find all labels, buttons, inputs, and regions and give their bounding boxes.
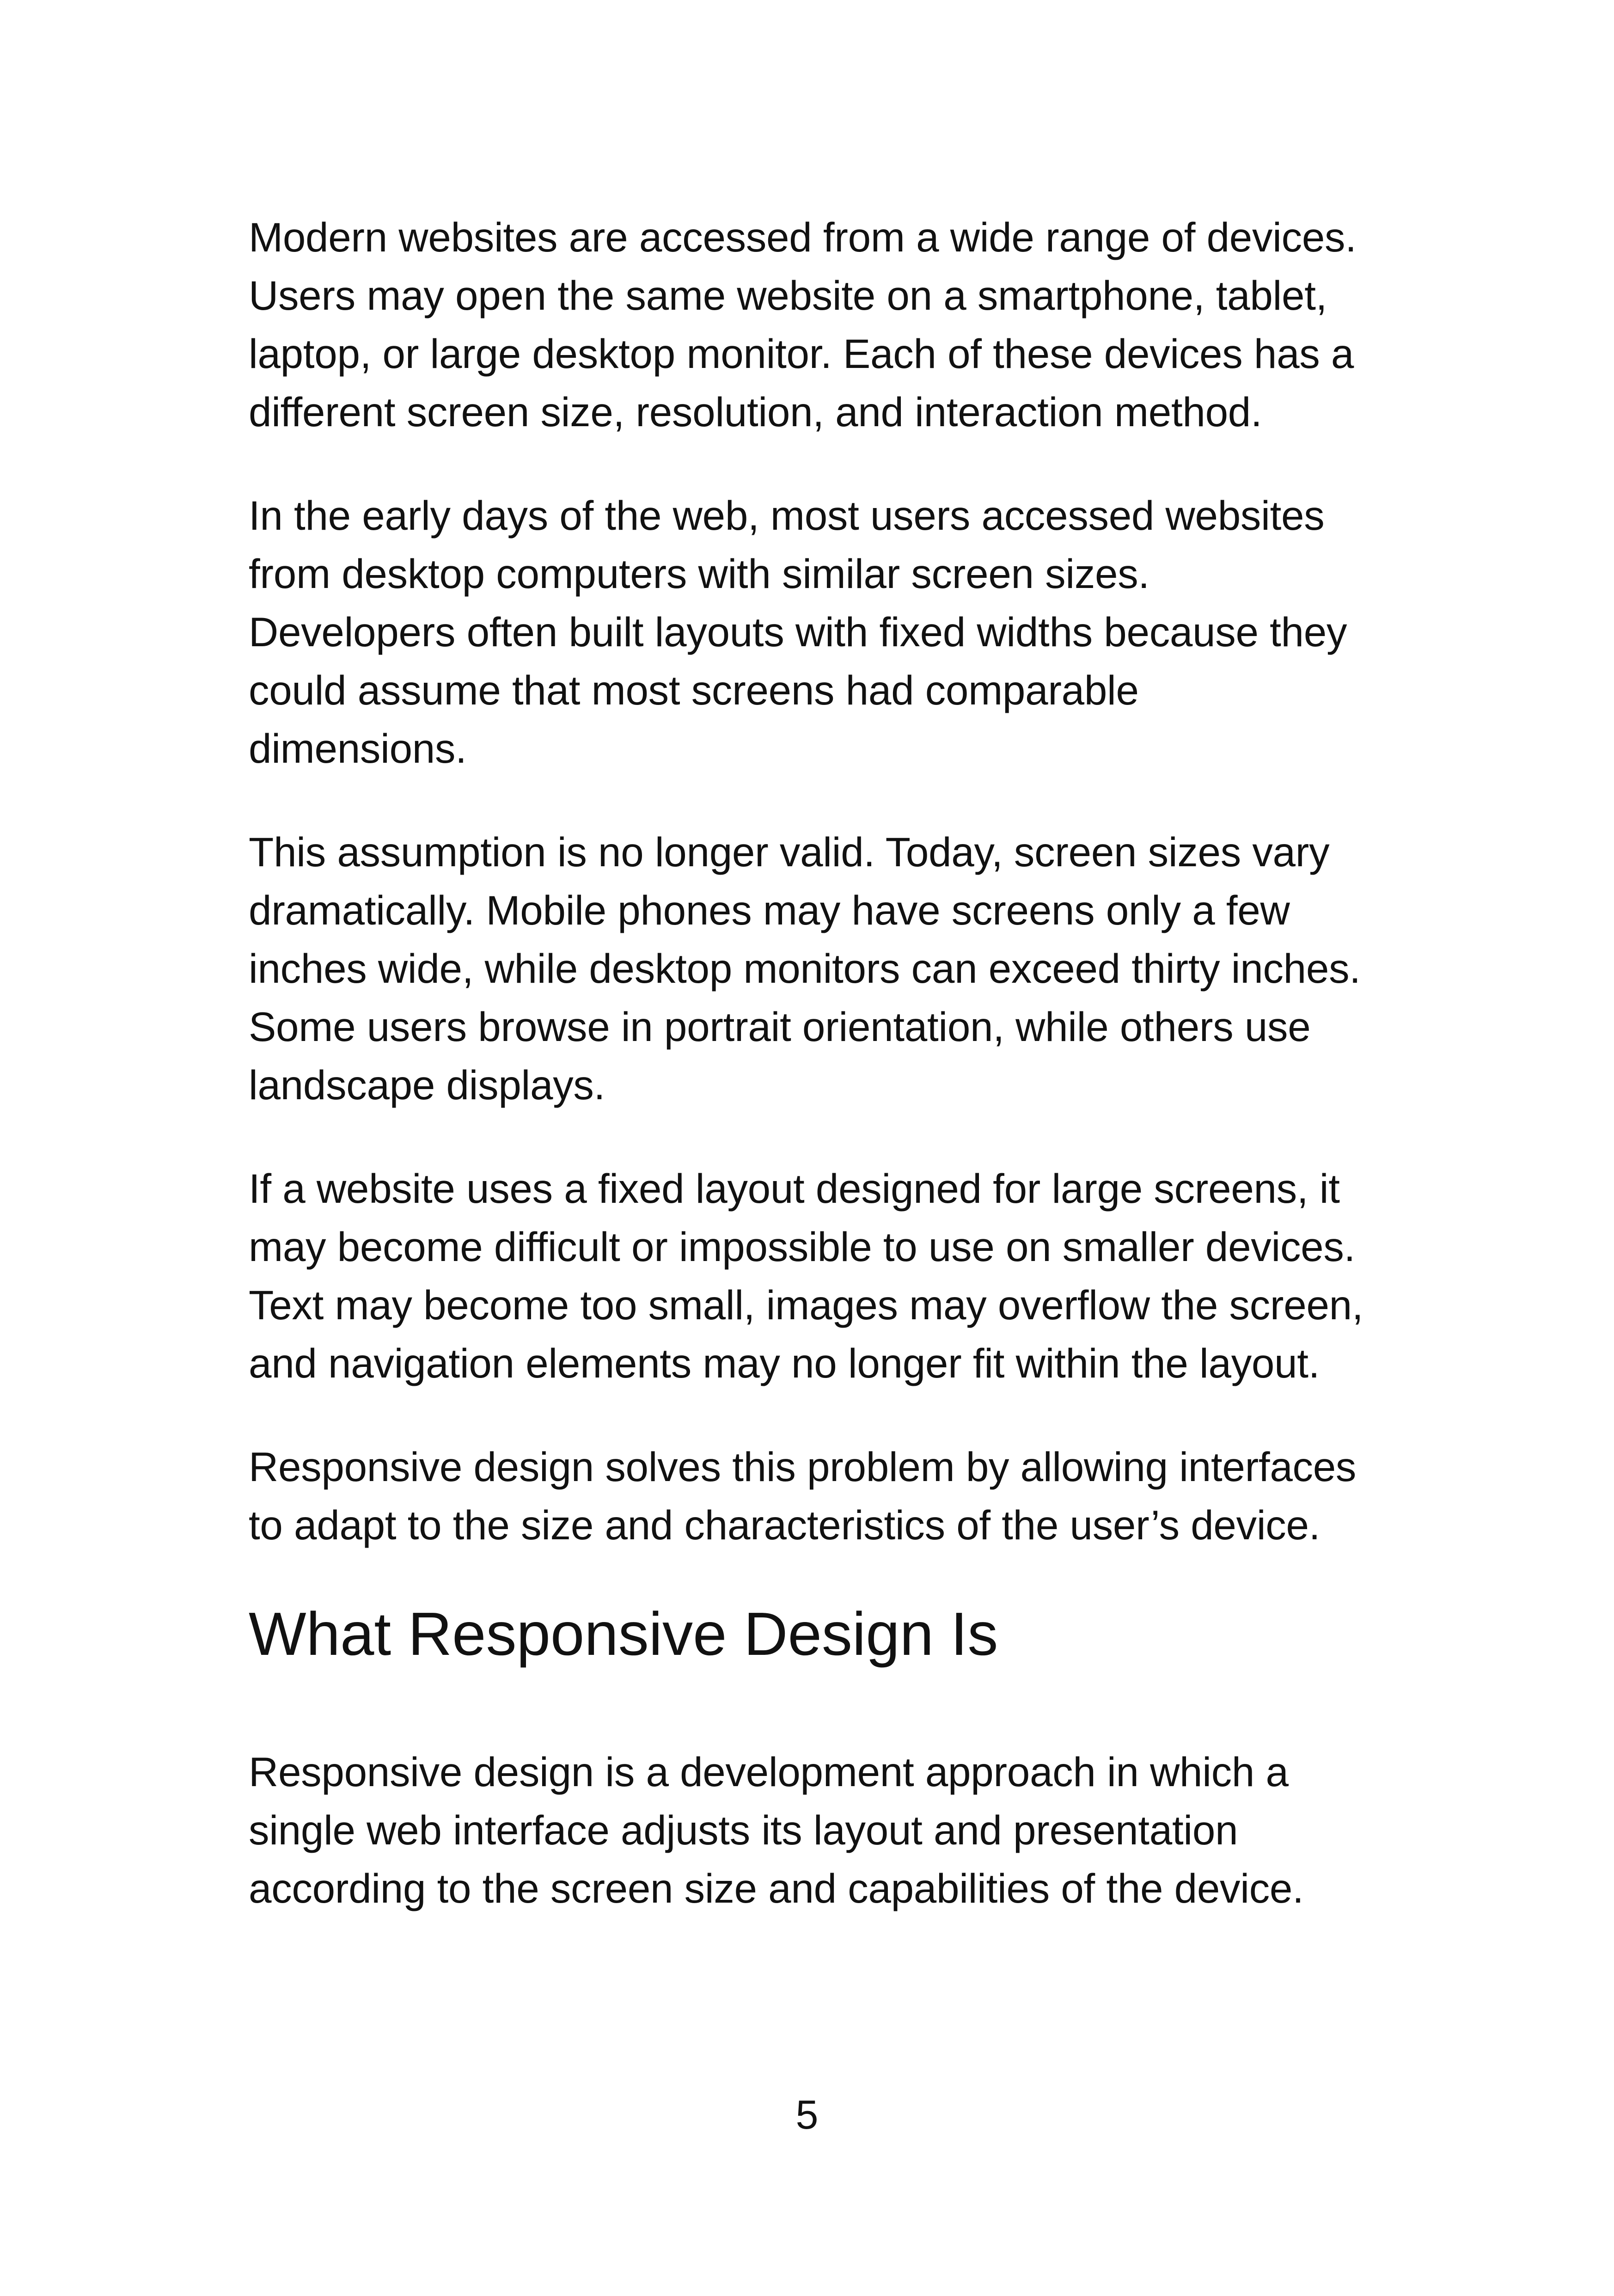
text-line: different screen size, resolution, and interaction method. [249, 389, 1262, 435]
text-line: dimensions. [249, 725, 467, 771]
paragraph-devices [249, 208, 1395, 441]
text-line: Text may become too small, images may overflow the screen, [249, 1282, 1363, 1328]
text-line: This assumption is no longer valid. Today, screen sizes vary [249, 829, 1330, 875]
paragraph-assumption [249, 823, 1395, 1114]
text-line: Responsive design is a development approach in which a [249, 1749, 1289, 1795]
text-line: laptop, or large desktop monitor. Each of these devices has a [249, 331, 1354, 377]
paragraph-fixed-layout [249, 1159, 1395, 1392]
text-line: according to the screen size and capabilities of the device. [249, 1865, 1304, 1911]
text-line: single web interface adjusts its layout and presentation [249, 1807, 1238, 1853]
text-line: may become difficult or impossible to use on smaller devices. [249, 1224, 1356, 1270]
text-line: inches wide, while desktop monitors can exceed thirty inches. [249, 945, 1361, 992]
text-line: landscape displays. [249, 1062, 605, 1108]
text-line: In the early days of the web, most users accessed websites [249, 492, 1325, 539]
page-body [249, 208, 1395, 1963]
text-line: from desktop computers with similar screen sizes. [249, 551, 1149, 597]
paragraph-solution [249, 1438, 1395, 1554]
section-heading: What Responsive Design Is [249, 1600, 998, 1668]
paragraph-definition [249, 1743, 1395, 1917]
text-line: and navigation elements may no longer fit within the layout. [249, 1340, 1320, 1386]
text-line: Responsive design solves this problem by allowing interfaces [249, 1444, 1357, 1490]
text-line: If a website uses a fixed layout designed for large screens, it [249, 1165, 1340, 1212]
text-line: Modern websites are accessed from a wide range of devices. [249, 214, 1357, 260]
text-line: Developers often built layouts with fixed widths because they [249, 609, 1347, 655]
text-line: could assume that most screens had comparable [249, 667, 1139, 713]
text-line: Users may open the same website on a smartphone, tablet, [249, 272, 1327, 318]
paragraph-early-web [249, 486, 1395, 778]
text-line: dramatically. Mobile phones may have screens only a few [249, 887, 1290, 933]
text-line: Some users browse in portrait orientation, while others use [249, 1004, 1311, 1050]
page-number: 5 [795, 2092, 819, 2137]
text-line: to adapt to the size and characteristics of the user’s device. [249, 1502, 1321, 1548]
